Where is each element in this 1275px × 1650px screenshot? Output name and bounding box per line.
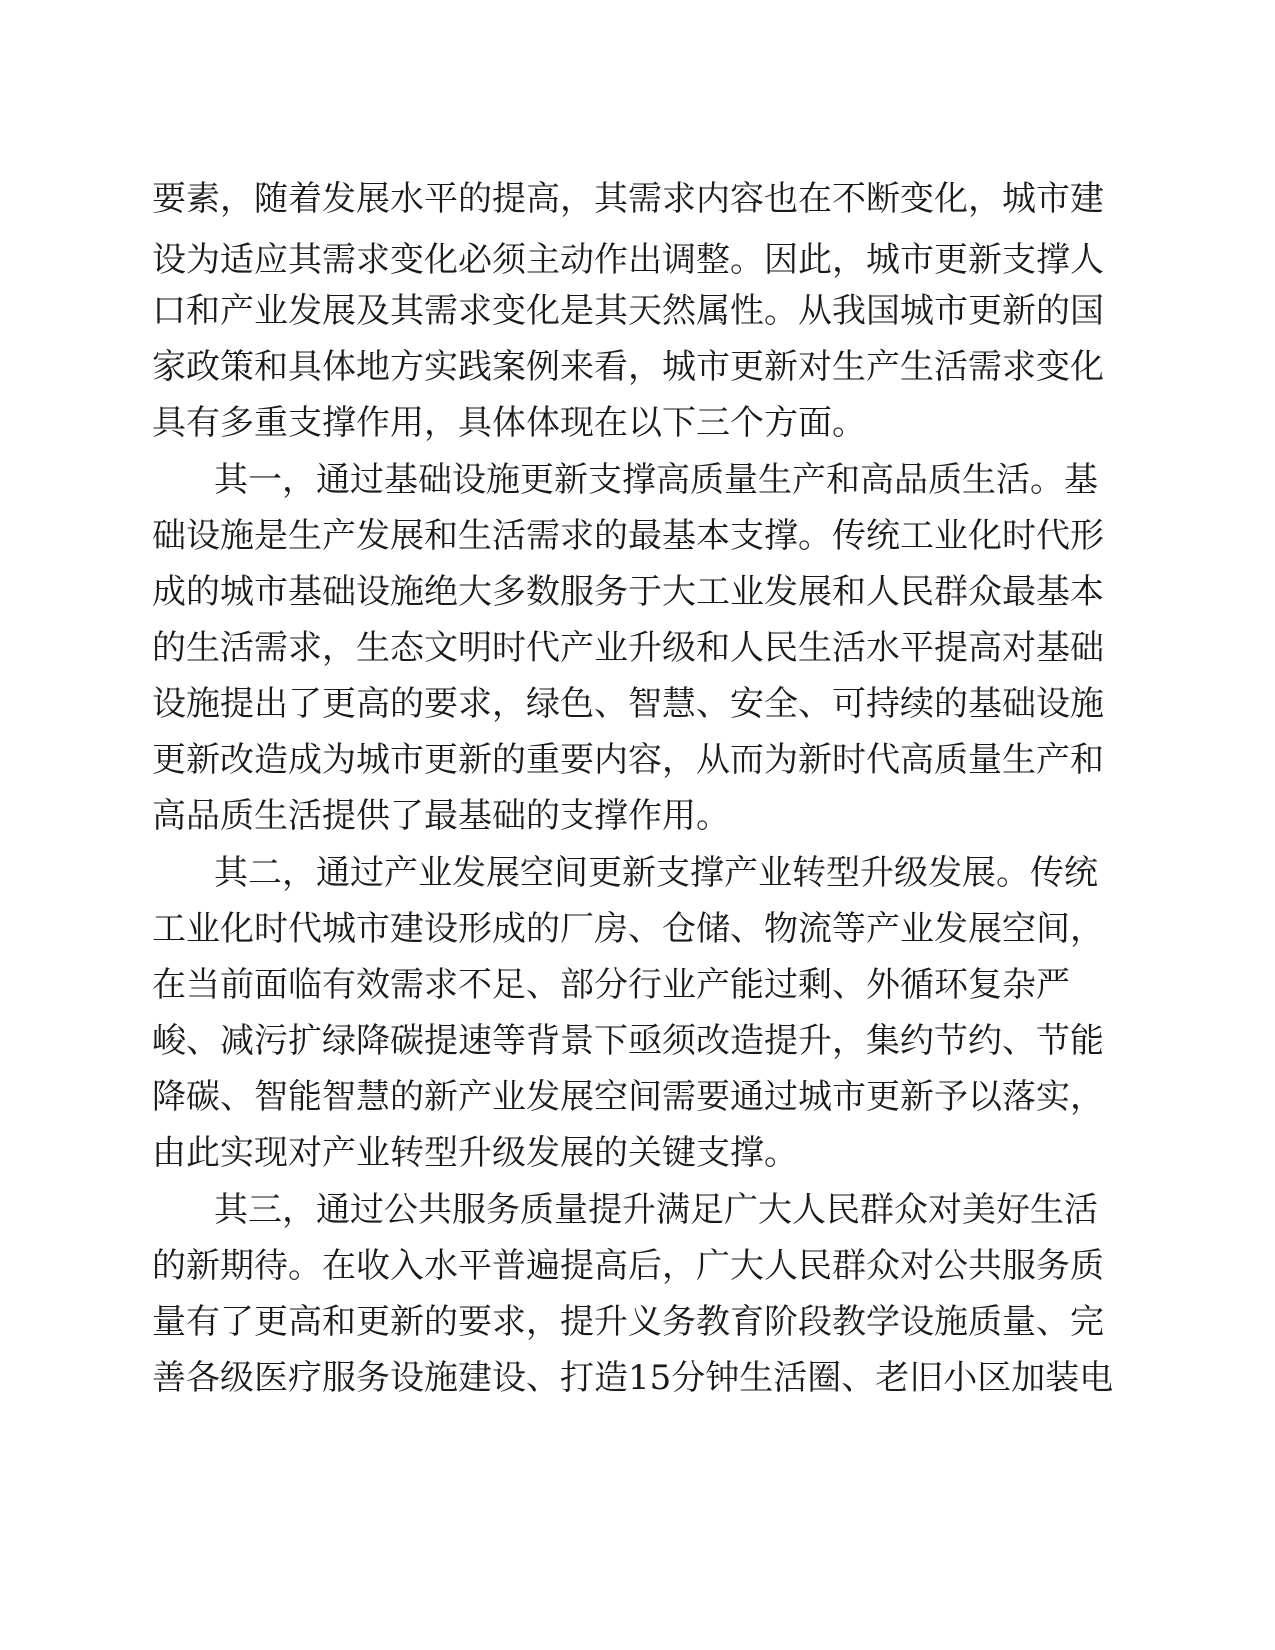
paragraph-line: 工业化时代城市建设形成的厂房、仓储、物流等产业发展空间， — [152, 909, 1104, 949]
paragraph-line: 在当前面临有效需求不足、部分行业产能过剩、外循环复杂严 — [152, 965, 1070, 1005]
paragraph-line: 善各级医疗服务设施建设、打造15分钟生活圈、老旧小区加装电 — [152, 1358, 1114, 1398]
paragraph-line: 家政策和具体地方实践案例来看，城市更新对生产生活需求变化 — [152, 347, 1104, 387]
paragraph-line: 降碳、智能智慧的新产业发展空间需要通过城市更新予以落实， — [152, 1077, 1104, 1117]
paragraph-line: 由此实现对产业转型升级发展的关键支撑。 — [152, 1133, 798, 1173]
paragraph-line: 峻、减污扩绿降碳提速等背景下亟须改造提升，集约节约、节能 — [152, 1021, 1104, 1061]
paragraph-line: 量有了更高和更新的要求，提升义务教育阶段教学设施质量、完 — [152, 1302, 1104, 1342]
paragraph-line: 要素，随着发展水平的提高，其需求内容也在不断变化，城市建 — [152, 179, 1104, 219]
paragraph-line: 设为适应其需求变化必须主动作出调整。因此，城市更新支撑人 — [152, 240, 1104, 280]
paragraph-line: 高品质生活提供了最基础的支撑作用。 — [152, 796, 730, 836]
paragraph-line: 的新期待。在收入水平普遍提高后，广大人民群众对公共服务质 — [152, 1246, 1104, 1286]
paragraph-first-line: 其二，通过产业发展空间更新支撑产业转型升级发展。传统 — [214, 853, 1098, 893]
paragraph-line: 口和产业发展及其需求变化是其天然属性。从我国城市更新的国 — [152, 291, 1104, 331]
paragraph-first-line: 其一，通过基础设施更新支撑高质量生产和高品质生活。基 — [214, 460, 1098, 500]
paragraph-first-line: 其三，通过公共服务质量提升满足广大人民群众对美好生活 — [214, 1190, 1098, 1230]
paragraph-line: 础设施是生产发展和生活需求的最基本支撑。传统工业化时代形 — [152, 516, 1104, 556]
paragraph-line: 的生活需求，生态文明时代产业升级和人民生活水平提高对基础 — [152, 628, 1104, 668]
paragraph-line: 更新改造成为城市更新的重要内容，从而为新时代高质量生产和 — [152, 740, 1104, 780]
paragraph-line: 设施提出了更高的要求，绿色、智慧、安全、可持续的基础设施 — [152, 684, 1104, 724]
paragraph-line: 具有多重支撑作用，具体体现在以下三个方面。 — [152, 403, 866, 443]
paragraph-line: 成的城市基础设施绝大多数服务于大工业发展和人民群众最基本 — [152, 572, 1104, 612]
